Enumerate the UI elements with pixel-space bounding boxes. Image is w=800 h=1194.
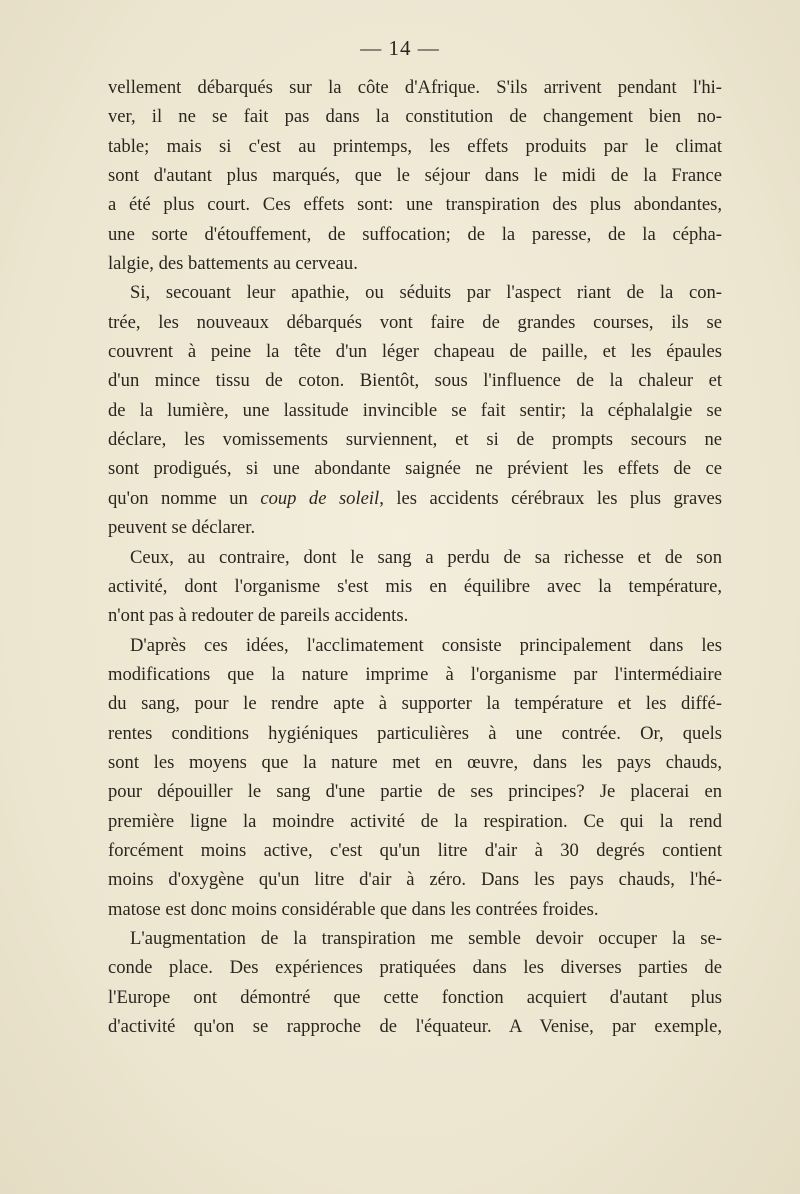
- text-line: conde place. Des expériences pratiquées dans les diverses parties de: [108, 957, 722, 979]
- page-number: — 14 —: [360, 36, 440, 60]
- text-line: couvrent à peine la tête d'un léger chapeau de paille, et les épaules: [108, 341, 722, 363]
- text-line: sont prodigués, si une abondante saignée ne prévient les effets de ce: [108, 458, 722, 480]
- text-line: pour dépouiller le sang d'une partie de ses principes? Je placerai en: [108, 781, 722, 803]
- text-line: a été plus court. Ces effets sont: une transpiration des plus abondantes,: [108, 194, 722, 216]
- text-line: forcément moins active, c'est qu'un litre d'air à 30 degrés contient: [108, 839, 722, 861]
- text-line: déclare, les vomissements surviennent, et si de prompts secours ne: [108, 429, 722, 451]
- text-line: du sang, pour le rendre apte à supporter la température et les diffé-: [108, 693, 722, 715]
- text-line: d'un mince tissu de coton. Bientôt, sous l'influence de la chaleur et: [108, 370, 722, 392]
- text-line: n'ont pas à redouter de pareils accidents.: [108, 605, 409, 627]
- text-line: table; mais si c'est au printemps, les effets produits par le climat: [108, 135, 722, 157]
- text-line: matose est donc moins considérable que dans les contrées froides.: [108, 898, 599, 920]
- text-line: Si, secouant leur apathie, ou séduits par l'aspect riant de la con-: [130, 282, 722, 304]
- text-segment: qu'on nomme un: [108, 487, 261, 509]
- text-line: vellement débarqués sur la côte d'Afrique. S'ils arrivent pendant l'hi-: [108, 77, 722, 98]
- text-line: L'augmentation de la transpiration me semble devoir occuper la se-: [130, 927, 722, 949]
- text-line: trée, les nouveaux débarqués vont faire de grandes courses, ils se: [108, 311, 722, 333]
- text-line: activité, dont l'organisme s'est mis en équilibre avec la température,: [108, 575, 722, 597]
- text-line: D'après ces idées, l'acclimatement consiste principalement dans les: [130, 634, 722, 656]
- text-line: lalgie, des battements au cerveau.: [108, 253, 358, 275]
- text-line: sont d'autant plus marqués, que le séjour dans le midi de la France: [108, 165, 722, 187]
- text-line: modifications que la nature imprime à l'organisme par l'intermédiaire: [108, 663, 722, 685]
- text-line: une sorte d'étouffement, de suffocation; de la paresse, de la cépha-: [108, 223, 722, 245]
- text-line: peuvent se déclarer.: [108, 517, 256, 539]
- text-line: Ceux, au contraire, dont le sang a perdu de sa richesse et de son: [130, 546, 722, 568]
- italic-phrase: coup de soleil,: [260, 487, 384, 509]
- text-line: l'Europe ont démontré que cette fonction acquiert d'autant plus: [108, 986, 722, 1008]
- text-line: d'activité qu'on se rapproche de l'équateur. A Venise, par exemple,: [108, 1016, 722, 1037]
- text-line: rentes conditions hygiéniques particulières à une contrée. Or, quels: [108, 722, 722, 744]
- text-line: sont les moyens que la nature met en œuvre, dans les pays chauds,: [108, 751, 722, 773]
- text-line: de la lumière, une lassitude invincible se fait sentir; la céphalalgie se: [108, 399, 722, 421]
- text-segment: les accidents cérébraux les plus graves: [383, 487, 722, 509]
- body-text: [108, 73, 722, 1041]
- text-line: ver, il ne se fait pas dans la constitution de changement bien no-: [108, 106, 722, 128]
- text-line: moins d'oxygène qu'un litre d'air à zéro. Dans les pays chauds, l'hé-: [108, 869, 722, 891]
- text-line-italic-phrase: [108, 484, 722, 513]
- text-line: première ligne la moindre activité de la respiration. Ce qui la rend: [108, 810, 722, 832]
